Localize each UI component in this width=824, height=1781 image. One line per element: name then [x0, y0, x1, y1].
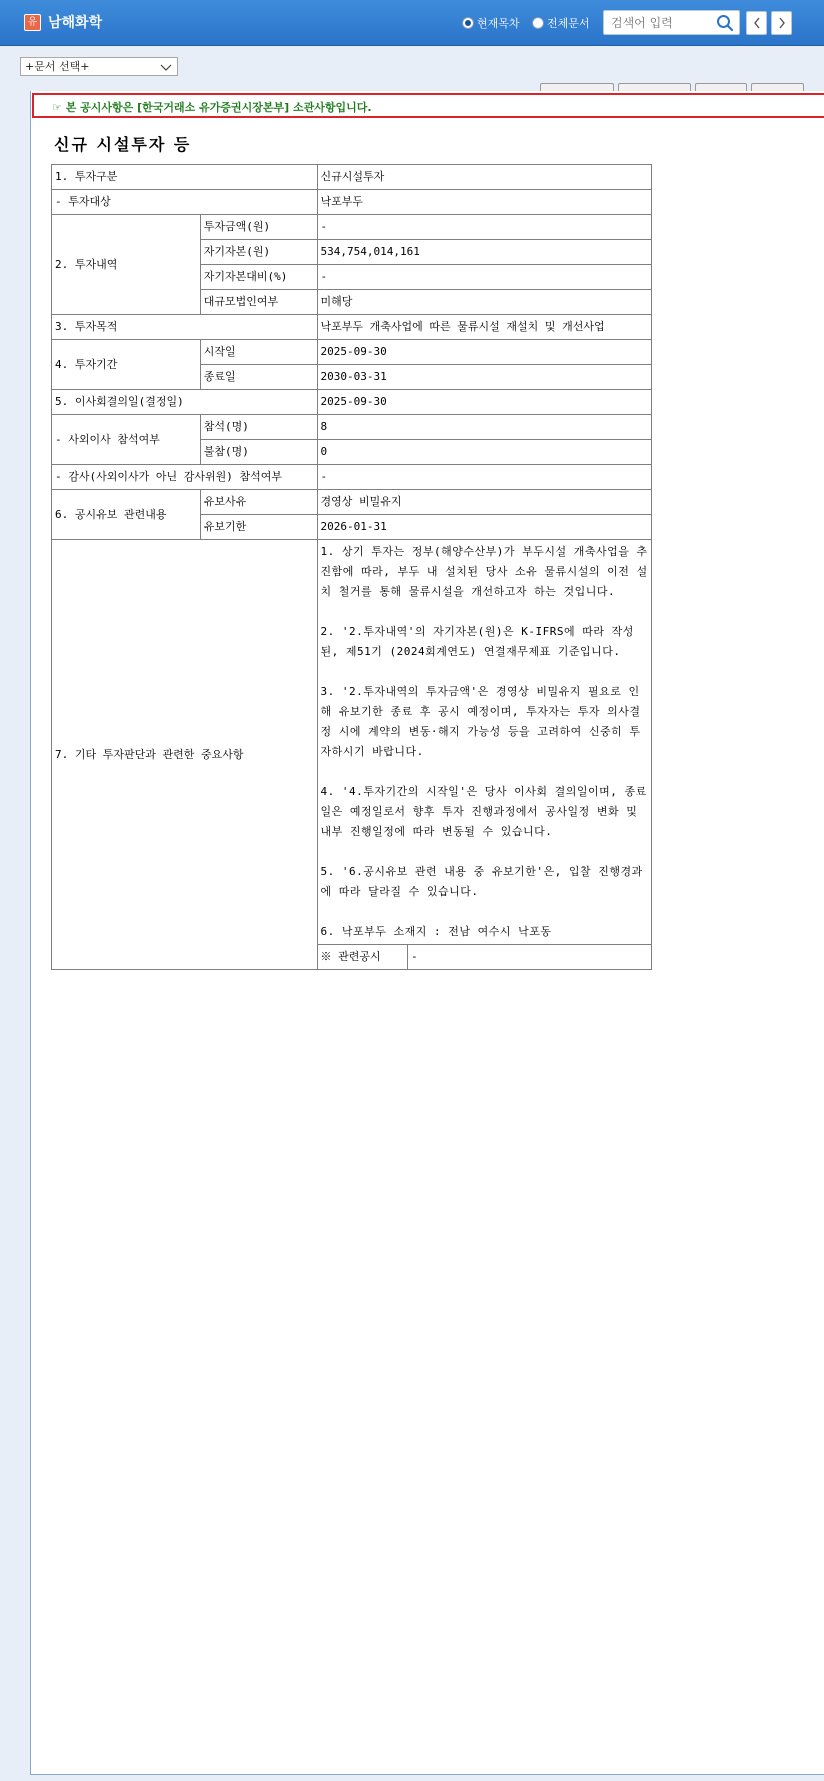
table-row: [52, 415, 652, 440]
sub-label: 참석(명): [200, 415, 317, 440]
chevron-left-icon: [753, 17, 761, 29]
company-name[interactable]: 남해화학: [48, 15, 103, 31]
row-value: 1. 상기 투자는 정부(해양수산부)가 부두시설 개축사업을 추진함에 따라, 부두 내 설치된 당사 소유 물류시설의 이전 설치 철거를 통해 물류시설을 개선하고자 하는 것입니다. 2. '2.투자내역'의 자기자본(원)은 K-IFRS에 따라 작성된, 제51기 (2024회계연도) 연결재무제표 기준입니다. 3. '2.투자내역의 투자금액'은 경영상 비밀유지 필요로 인해 유보기한 종료 후 공시 예정이며, 투자자는 투자 의사결정 시에 계약의 변동·해지 가능성 등을 고려하여 신중히 투자하시기 바랍니다. 4. '4.투자기간의 시작일'은 당사 이사회 결의일이며, 종료일은 예정일로서 향후 투자 진행과정에서 공사일정 변화 및 내부 진행일정에 따라 변동될 수 있습니다. 5. '6.공시유보 관련 내용 중 유보기한'은, 입찰 진행경과에 따라 달라질 수 있습니다. 6. 낙포부두 소재지 : 전남 여수시 낙포동: [317, 540, 652, 945]
row-value: -: [317, 265, 652, 290]
row-value: 낙포부두: [317, 190, 652, 215]
prev-button[interactable]: [746, 11, 767, 35]
row-label: 6. 공시유보 관련내용: [52, 490, 201, 540]
table-row: [52, 465, 652, 490]
table-row: [52, 315, 652, 340]
row-value: 2025-09-30: [317, 340, 652, 365]
related-cell: [317, 945, 652, 970]
sub-label: 투자금액(원): [200, 215, 317, 240]
sub-label: 대규모법인여부: [200, 290, 317, 315]
row-label: 2. 투자내역: [52, 215, 201, 315]
row-value: 534,754,014,161: [317, 240, 652, 265]
disclosure-table: [51, 164, 652, 970]
row-value: 미해당: [317, 290, 652, 315]
row-label: 7. 기타 투자판단과 관련한 중요사항: [52, 540, 318, 970]
next-button[interactable]: [771, 11, 792, 35]
radio-selected-icon[interactable]: [462, 17, 474, 29]
row-value: -: [317, 465, 652, 490]
related-value: -: [411, 950, 418, 963]
document-select[interactable]: [20, 57, 178, 76]
row-value: 0: [317, 440, 652, 465]
table-row: [52, 165, 652, 190]
row-label: - 투자대상: [52, 190, 318, 215]
row-label: 1. 투자구분: [52, 165, 318, 190]
row-value: -: [317, 215, 652, 240]
chevron-down-icon: [160, 62, 172, 72]
sub-label: 유보사유: [200, 490, 317, 515]
related-table: [318, 945, 652, 969]
document-title: 신규 시설투자 등: [54, 135, 192, 154]
row-label: - 감사(사외이사가 아닌 감사위원) 참석여부: [52, 465, 318, 490]
radio-current-label: 현재목차: [477, 17, 520, 30]
row-value: 경영상 비밀유지: [317, 490, 652, 515]
search-icon[interactable]: [716, 14, 734, 32]
radio-unselected-icon[interactable]: [532, 17, 544, 29]
row-value: 2030-03-31: [317, 365, 652, 390]
row-value: 2026-01-31: [317, 515, 652, 540]
sub-label: 시작일: [200, 340, 317, 365]
row-label: 4. 투자기간: [52, 340, 201, 390]
radio-all-docs[interactable]: [532, 14, 590, 32]
table-row: [52, 490, 652, 515]
row-value: 2025-09-30: [317, 390, 652, 415]
sub-label: 자기자본(원): [200, 240, 317, 265]
table-row: [52, 340, 652, 365]
sub-label: 종료일: [200, 365, 317, 390]
sub-label: 불참(명): [200, 440, 317, 465]
jurisdiction-notice: ☞ 본 공시사항은 [한국거래소 유가증권시장본부] 소관사항입니다.: [32, 93, 824, 118]
sub-label: 유보기한: [200, 515, 317, 540]
row-value: 신규시설투자: [317, 165, 652, 190]
row-label: 5. 이사회결의일(결정일): [52, 390, 318, 415]
table-row: [52, 540, 652, 945]
table-row: [52, 215, 652, 240]
chevron-right-icon: [778, 17, 786, 29]
radio-all-label: 전체문서: [547, 17, 590, 30]
related-label: ※ 관련공시: [318, 945, 408, 969]
row-value: 8: [317, 415, 652, 440]
table-row: [52, 190, 652, 215]
radio-current-toc[interactable]: [462, 14, 520, 32]
company-logo-icon: 유: [24, 14, 41, 31]
document-select-value: +문서 선택+: [25, 60, 90, 73]
table-row: [52, 390, 652, 415]
top-header: [0, 0, 824, 46]
row-label: 3. 투자목적: [52, 315, 318, 340]
sub-label: 자기자본대비(%): [200, 265, 317, 290]
row-label: - 사외이사 참석여부: [52, 415, 201, 465]
row-value: 낙포부두 개축사업에 따른 물류시설 재설치 및 개선사업: [317, 315, 652, 340]
